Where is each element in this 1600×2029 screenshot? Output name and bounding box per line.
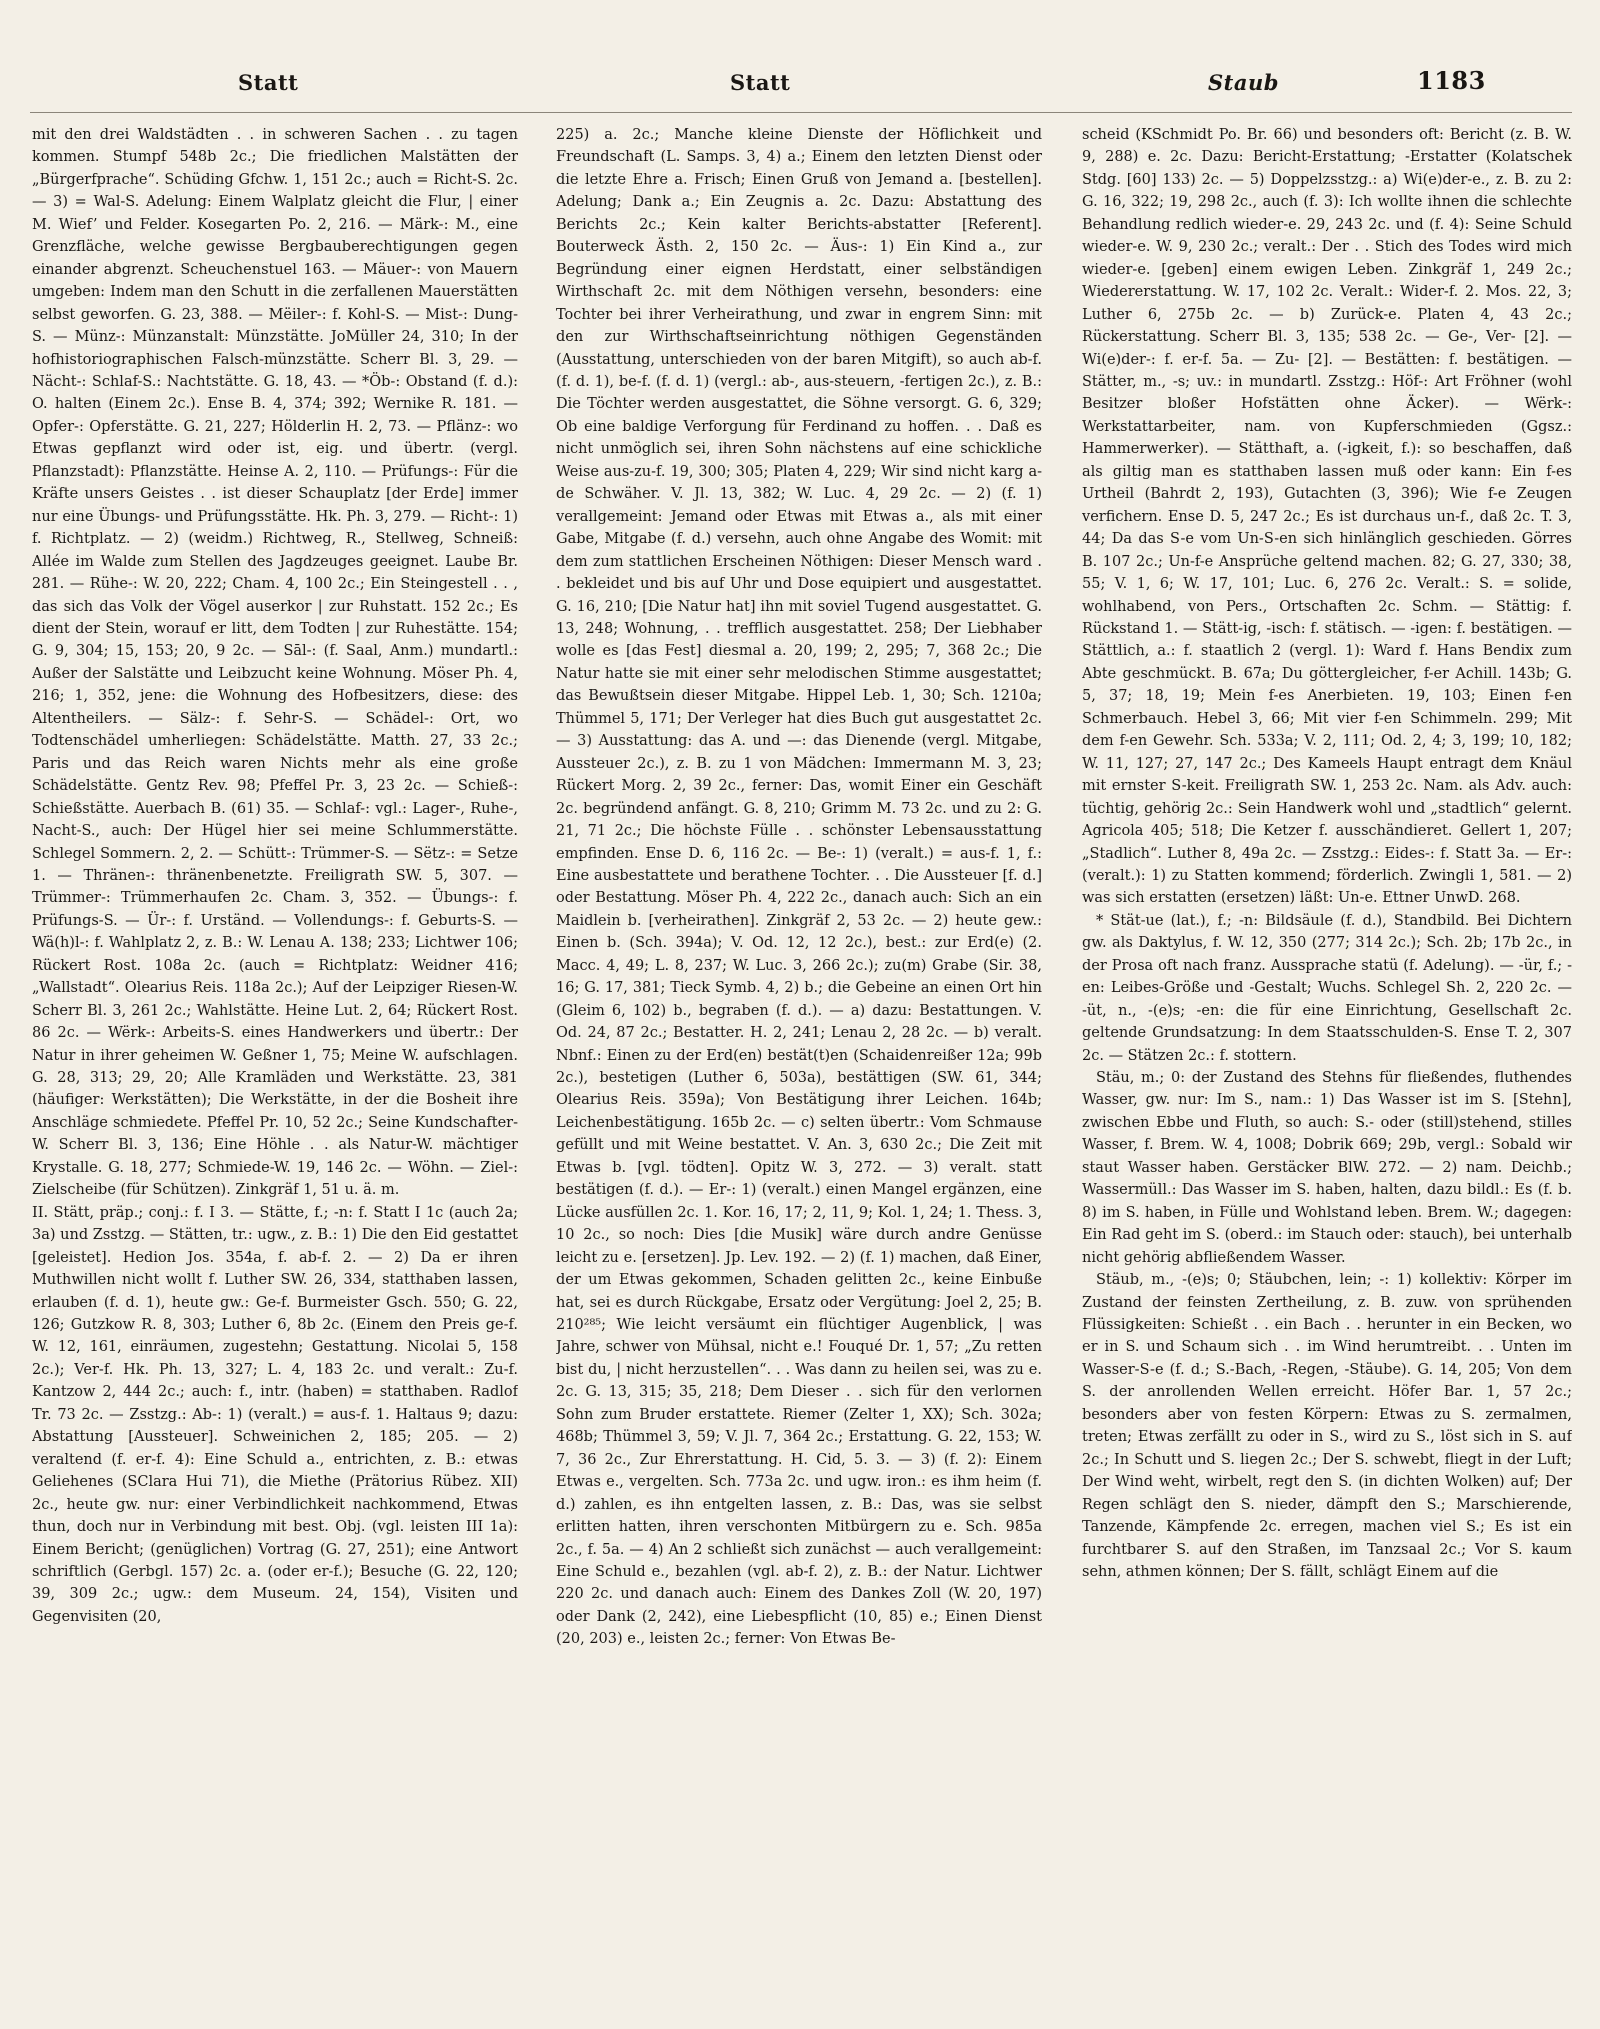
column-3-paragraph-1: scheid (KSchmidt Po. Br. 66) und besonders oft: Bericht (z. B. W. 9, 288) e. 2c. Dazu: Bericht-Erstattung; -Erstatter (Kolatschek Stdg. [60] 133) 2c. — 5) Doppelzsstzg.: a) Wi(e)der-e., z. B. zu 2: G. 16, 322; 19, 298 2c., auch (f. 3): Ich wollte ihnen die schlechte Behandlung redlich wieder-e. 29, 243 2c. und (f. 4): Seine Schuld wieder-e. W. 9, 230 2c.; veralt.: Der . . Stich des Todes wird mich wieder-e. [geben] einem ewigen Leben. Zinkgräf 1, 249 2c.; Wiedererstattung. W. 17, 102 2c. Veralt.: Wider-f. 2. Mos. 22, 3; Luther 6, 275b 2c. — b) Zurück-e. Platen 4, 43 2c.; Rückerstattung. Scherr Bl. 3, 135; 538 2c. — Ge-, Ver- [2]. — Wi(e)der-: f. er-f. 5a. — Zu- [2]. — Bestätten: f. bestätigen. — Stätter, m., -s; uv.: in mundartl. Zsstzg.: Höf-: Art Fröhner (wohl Besitzer bloßer Hofstätten ohne Äcker). — Wërk-: Werkstattarbeiter, nam. von Kupferschmieden (Ggsz.: Hammerwerker). — Stätthaft, a. (-igkeit, f.): so beschaffen, daß als giltig man es statthaben lassen muß oder kann: Ein f-es Urtheil (Bahrdt 2, 193), Gutachten (3, 396); Wie f-e Zeugen verfichern. Ense D. 5, 247 2c.; Es ist durchaus un-f., daß 2c. T. 3, 44; Da das S-e vom Un-S-en sich hinlänglich geschieden. Görres B. 107 2c.; Un-f-e Ansprüche geltend machen. 82; G. 27, 330; 38, 55; V. 1, 6; W. 17, 101; Luc. 6, 276 2c. Veralt.: S. = solide, wohlhabend, von Pers., Ortschaften 2c. Schm. — Stättig: f. Rückstand 1. — Stätt-ig, -isch: f. stätisch. — -igen: f. bestätigen. — Stättlich, a.: f. staatlich 2 (vergl. 1): Ward f. Hans Bendix zum Abte geschmückt. B. 67a; Du göttergleicher, f-er Achill. 143b; G. 5, 37; 18, 19; Mein f-es Anerbieten. 19, 103; Einen f-en Schmerbauch. Hebel 3, 66; Mit vier f-en Schimmeln. 299; Mit dem f-en Gewehr. Sch. 533a; V. 2, 111; Od. 2, 4; 3, 199; 10, 182; W. 11, 127; 27, 147 2c.; Des Kameels Haupt entragt dem Knäul mit ernster S-keit. Freiligrath SW. 1, 253 2c. Nam. als Adv. auch: tüchtig, gehörig 2c.: Sein Handwerk wohl und „stadtlich“ gelernt. Agricola 405; 518; Die Ketzer f. ausschändieret. Gellert 1, 207; „Stadlich“. Luther 8, 49a 2c. — Zsstzg.: Eides-: f. Statt 3a. — Er-: (veralt.): 1) zu Statten kommend; förderlich. Zwingli 1, 581. — 2) was sich erstatten (ersetzen) läßt: Un-e. Ettner UnwD. 268. xyxy=(1082,127,1572,907)
column-1-paragraph-2: II. Stätt, präp.; conj.: f. I 3. — Stätte, f.; -n: f. Statt I 1c (auch 2a; 3a) und Zsstzg. — Stätten, tr.: ugw., z. B.: 1) Die den Eid gestattet [geleistet]. Hedion Jos. 354a, f. ab-f. 2. — 2) Da er ihren Muthwillen nicht wollt f. Luther SW. 26, 334, statthaben lassen, erlauben (f. d. 1), heute gw.: Ge-f. Burmeister Gsch. 550; G. 22, 126; Gutzkow R. 8, 303; Luther 6, 8b 2c. (Einem den Preis ge-f. W. 12, 161, einräumen, zugestehn; Gestattung. Nicolai 5, 158 2c.); Ver-f. Hk. Ph. 13, 327; L. 4, 183 2c. und veralt.: Zu-f. Kantzow 2, 444 2c.; auch: f., intr. (haben) = statthaben. Radlof Tr. 73 2c. — Zsstzg.: Ab-: 1) (veralt.) = aus-f. 1. Haltaus 9; dazu: Abstattung [Aussteuer]. Schweinichen 2, 185; 205. — 2) veraltend (f. er-f. 4): Eine Schuld a., entrichten, z. B.: etwas Geliehenes (SClara Hui 71), die Miethe (Prätorius Rübez. XII) 2c., heute gw. nur: einer Verbindlichkeit nachkommend, Etwas thun, doch nur in Verbindung mit best. Obj. (vgl. leisten III 1a): Einem Bericht; (genüglichen) Vortrag (G. 27, 251); eine Antwort schriftlich (Gerbgl. 157) 2c. a. (oder er-f.); Besuche (G. 22, 120; 39, 309 2c.; ugw.: dem Museum. 24, 154), Visiten und Gegenvisiten (20, xyxy=(32,1204,518,1625)
text-column-3 xyxy=(1082,124,1572,2004)
column-3-paragraph-2: * Stät-ue (lat.), f.; -n: Bildsäule (f. d.), Standbild. Bei Dichtern gw. als Daktylus, f. W. 12, 350 (277; 314 2c.); Sch. 2b; 17b 2c., in der Prosa oft nach franz. Aussprache statü (f. Adelung). — -ür, f.; -en: Leibes-Größe und -Gestalt; Wuchs. Schlegel Sh. 2, 220 2c. — -üt, n., -(e)s; -en: die für eine Einrichtung, Gesellschaft 2c. geltende Grundsatzung: In dem Staatsschulden-S. Ense T. 2, 307 2c. — Stätzen 2c.: f. stottern. xyxy=(1082,912,1572,1064)
running-header-right: Staub xyxy=(1208,70,1279,95)
column-2-paragraph-1: 225) a. 2c.; Manche kleine Dienste der Höflichkeit und Freundschaft (L. Samps. 3, 4) a.; Einem den letzten Dienst oder die letzte Ehre a. Frisch; Einen Gruß von Jemand a. [bestellen]. Adelung; Dank a.; Ein Zeugnis a. 2c. Dazu: Abstattung des Berichts 2c.; Kein kalter Berichts-abstatter [Referent]. Bouterweck Ästh. 2, 150 2c. — Äus-: 1) Ein Kind a., zur Begründung einer eignen Herdstatt, einer selbständigen Wirthschaft 2c. mit dem Nöthigen versehn, besonders: eine Tochter bei ihrer Verheirathung, und zwar in engrem Sinn: mit den zur Wirthschaftseinrichtung nöthigen Gegenständen (Ausstattung, unterschieden von der baren Mitgift), so auch ab-f. (f. d. 1), be-f. (f. d. 1) (vergl.: ab-, aus-steuern, -fertigen 2c.), z. B.: Die Töchter werden ausgestattet, die Söhne versorgt. G. 6, 329; Ob eine baldige Verforgung für Ferdinand zu hoffen. . . Daß es nicht unmöglich sei, ihren Sohn nächstens auf eine schickliche Weise aus-zu-f. 19, 300; 305; Platen 4, 229; Wir sind nicht karg a-de Schwäher. V. Jl. 13, 382; W. Luc. 4, 29 2c. — 2) (f. 1) verallgemeint: Jemand oder Etwas mit Etwas a., als mit einer Gabe, Mitgabe (f. d.) versehn, auch ohne Angabe des Womit: mit dem zum stattlichen Erscheinen Nöthigen: Dieser Mensch ward . . bekleidet und bis auf Uhr und Dose equipiert und ausgestattet. G. 16, 210; [Die Natur hat] ihn mit soviel Tugend ausgestattet. G. 13, 248; Wohnung, . . trefflich ausgestattet. 258; Der Liebhaber wolle es [das Fest] diesmal a. 20, 199; 2, 295; 7, 368 2c.; Die Natur hatte sie mit einer sehr melodischen Stimme ausgestattet; das Bewußtsein dieser Mitgabe. Hippel Leb. 1, 30; Sch. 1210a; Thümmel 5, 171; Der Verleger hat dies Buch gut ausgestattet 2c. — 3) Ausstattung: das A. und —: das Dienende (vergl. Mitgabe, Aussteuer 2c.), z. B. zu 1 von Mädchen: Immermann M. 3, 23; Rückert Morg. 2, 39 2c., ferner: Das, womit Einer ein Geschäft 2c. begründend anfängt. G. 8, 210; Grimm M. 73 2c. und zu 2: G. 21, 71 2c.; Die höchste Fülle . . schönster Lebensausstattung empfinden. Ense D. 6, 116 2c. — Be-: 1) (veralt.) = aus-f. 1, f.: Eine ausbestattete und berathene Tochter. . . Die Aussteuer [f. d.] oder Bestattung. Möser Ph. 4, 222 2c., danach auch: Sich an ein Maidlein b. [verheirathen]. Zinkgräf 2, 53 2c. — 2) heute gew.: Einen b. (Sch. 394a); V. Od. 12, 12 2c.), best.: zur Erd(e) (2. Macc. 4, 49; L. 8, 237; W. Luc. 3, 266 2c.); zu(m) Grabe (Sir. 38, 16; G. 17, 381; Tieck Symb. 4, 2) b.; die Gebeine an einen Ort hin (Gleim 6, 102) b., begraben (f. d.). — a) dazu: Bestattungen. V. Od. 24, 87 2c.; Bestatter. H. 2, 241; Lenau 2, 28 2c. — b) veralt. Nbnf.: Einen zu der Erd(en) bestät(t)en (Schaidenreißer 12a; 99b 2c.), bestetigen (Luther 6, 503a), bestättigen (SW. 61, 344; Olearius Reis. 359a); Von Bestätigung ihrer Leichen. 164b; Leichenbestätigung. 165b 2c. — c) selten übertr.: Vom Schmause gefüllt und mit Weine bestattet. V. An. 3, 630 2c.; Die Zeit mit Etwas b. [vgl. tödten]. Opitz W. 3, 272. — 3) veralt. statt bestätigen (f. d.). — Er-: 1) (veralt.) einen Mangel ergänzen, eine Lücke ausfüllen 2c. 1. Kor. 16, 17; 2, 11, 9; Kol. 1, 24; 1. Thess. 3, 10 2c., so noch: Dies [die Musik] wäre durch andre Genüsse leicht zu e. [ersetzen]. Jp. Lev. 192. — 2) (f. 1) machen, daß Einer, der um Etwas gekommen, Schaden gelitten 2c., keine Einbuße hat, sei es durch Rückgabe, Ersatz oder Vergütung: Joel 2, 25; B. 210²⁸⁵; Wie leicht versäumt ein flüchtiger Augenblick, | was Jahre, schwer von Mühsal, nicht e.! Fouqué Dr. 1, 57; „Zu retten bist du, | nicht herzustellen“. . . Was dann zu heilen sei, was zu e. 2c. G. 13, 315; 35, 218; Dem Dieser . . sich für den verlornen Sohn zum Bruder erstattete. Riemer (Zelter 1, XX); Sch. 302a; 468b; Thümmel 3, 59; V. Jl. 7, 364 2c.; Erstattung. G. 22, 153; W. 7, 36 2c., Zur Ehrerstattung. H. Cid, 5. 3. — 3) (f. 2): Einem Etwas e., vergelten. Sch. 773a 2c. und ugw. iron.: es ihm heim (f. d.) zahlen, es ihn entgelten lassen, z. B.: Das, was sie selbst erlitten hatten, ihren verschonten Mitbürgern zu e. Sch. 985a 2c., f. 5a. — 4) An 2 schließt sich zunächst — auch verallgemeint: Eine Schuld e., bezahlen (vgl. ab-f. 2), z. B.: der Natur. Lichtwer 220 2c. und danach auch: Einem des Dankes Zoll (W. 20, 197) oder Dank (2, 242), eine Liebespflicht (10, 85) e.; Einen Dienst (20, 203) e., leisten 2c.; ferner: Von Etwas Be- xyxy=(556,127,1042,1648)
column-3-paragraph-3: Stäu, m.; 0: der Zustand des Stehns für fließendes, fluthendes Wasser, gw. nur: Im S., nam.: 1) Das Wasser ist im S. [Stehn], zwischen Ebbe und Fluth, so auch: S.- oder (still)stehend, stilles Wasser, f. Brem. W. 4, 1008; Dobrik 669; 29b, vergl.: Sobald wir staut Wasser haben. Gerstäcker BlW. 272. — 2) nam. Deichb.; Wassermüll.: Das Wasser im S. haben, halten, dazu bildl.: Es (f. b. 8) im S. haben, in Fülle und Wohlstand leben. Brem. W.; dagegen: Ein Rad geht im S. (oberd.: im Stauch oder: stauch), bei unterhalb nicht gehörig abfließendem Wasser. xyxy=(1082,1070,1572,1266)
running-header-left: Statt xyxy=(238,70,299,95)
header-rule xyxy=(30,112,1572,113)
text-column-1 xyxy=(32,124,518,2004)
page-number: 1183 xyxy=(1417,66,1486,95)
running-header-center: Statt xyxy=(730,70,791,95)
column-1-paragraph-1: mit den drei Waldstädten . . in schweren Sachen . . zu tagen kommen. Stumpf 548b 2c.; Die friedlichen Malstätten der „Bürgerfprache“. Schüding Gfchw. 1, 151 2c.; auch = Richt-S. 2c. — 3) = Wal-S. Adelung: Einem Walplatz gleicht die Flur, | einer M. Wief’ und Felder. Kosegarten Po. 2, 216. — Märk-: M., eine Grenzfläche, welche gewisse Bergbauberechtigungen gegen einander abgrenzt. Scheuchenstuel 163. — Mäuer-: von Mauern umgeben: Indem man den Schutt in die zerfallenen Mauerstätten selbst geworfen. G. 23, 388. — Mëiler-: f. Kohl-S. — Mist-: Dung-S. — Münz-: Münzanstalt: Münzstätte. JoMüller 24, 310; In der hofhistoriographischen Falsch-münzstätte. Scherr Bl. 3, 29. — Nächt-: Schlaf-S.: Nachtstätte. G. 18, 43. — *Öb-: Obstand (f. d.): O. halten (Einem 2c.). Ense B. 4, 374; 392; Wernike R. 181. — Opfer-: Opferstätte. G. 21, 227; Hölderlin H. 2, 73. — Pflänz-: wo Etwas gepflanzt wird oder ist, eig. und übertr. (vergl. Pflanzstadt): Pflanzstätte. Heinse A. 2, 110. — Prüfungs-: Für die Kräfte unsers Geistes . . ist dieser Schauplatz [der Erde] immer nur eine Übungs- und Prüfungsstätte. Hk. Ph. 3, 279. — Richt-: 1) f. Richtplatz. — 2) (weidm.) Richtweg, R., Stellweg, Schneiß: Allée im Walde zum Stellen des Jagdzeuges geeignet. Laube Br. 281. — Rühe-: W. 20, 222; Cham. 4, 100 2c.; Ein Steingestell . . , das sich das Volk der Vögel auserkor | zur Ruhstatt. 152 2c.; Es dient der Stein, worauf er litt, dem Todten | zur Ruhestätte. 154; G. 9, 304; 15, 153; 20, 9 2c. — Sāl-: (f. Saal, Anm.) mundartl.: Außer der Salstätte und Leibzucht keine Wohnung. Möser Ph. 4, 216; 1, 352, jene: die Wohnung des Hofbesitzers, diese: des Altentheilers. — Sälz-: f. Sehr-S. — Schädel-: Ort, wo Todtenschädel umherliegen: Schädelstätte. Matth. 27, 33 2c.; Paris und das Reich waren Nichts mehr als eine große Schädelstätte. Gentz Rev. 98; Pfeffel Pr. 3, 23 2c. — Schieß-: Schießstätte. Auerbach B. (61) 35. — Schlaf-: vgl.: Lager-, Ruhe-, Nacht-S., auch: Der Hügel hier sei meine Schlummerstätte. Schlegel Sommern. 2, 2. — Schütt-: Trümmer-S. — Sëtz-: = Setze 1. — Thränen-: thränenbenetzte. Freiligrath SW. 5, 307. — Trümmer-: Trümmerhaufen 2c. Cham. 3, 352. — Übungs-: f. Prüfungs-S. — Ür-: f. Urständ. — Vollendungs-: f. Geburts-S. — Wä(h)l-: f. Wahlplatz 2, z. B.: W. Lenau A. 138; 233; Lichtwer 106; Rückert Rost. 108a 2c. (auch = Richtplatz: Weidner 416; „Wallstadt“. Olearius Reis. 118a 2c.); Auf der Leipziger Riesen-W. Scherr Bl. 3, 261 2c.; Wahlstätte. Heine Lut. 2, 64; Rückert Rost. 86 2c. — Wërk-: Arbeits-S. eines Handwerkers und übertr.: Der Natur in ihrer geheimen W. Geßner 1, 75; Meine W. aufschlagen. G. 28, 313; 29, 20; Alle Kramläden und Werkstätte. 23, 381 (häufiger: Werkstätten); Die Werkstätte, in der die Bosheit ihre Anschläge schmiedete. Pfeffel Pr. 10, 52 2c.; Seine Kundschafter-W. Scherr Bl. 3, 136; Eine Höhle . . als Natur-W. mächtiger Krystalle. G. 18, 277; Schmiede-W. 19, 146 2c. — Wöhn. — Ziel-: Zielscheibe (für Schützen). Zinkgräf 1, 51 u. ä. m. xyxy=(32,127,518,1199)
text-column-2 xyxy=(556,124,1042,2004)
column-3-paragraph-4: Stäub, m., -(e)s; 0; Stäubchen, lein; -: 1) kollektiv: Körper im Zustand der feinsten Zertheilung, z. B. zuw. von sprühenden Flüssigkeiten: Schießt . . ein Bach . . herunter in ein Becken, wo er in S. und Schaum sich . . im Wind herumtreibt. . . Unten im Wasser-S-e (f. d.; S.-Bach, -Regen, -Stäube). G. 14, 205; Von dem S. der anrollenden Wellen erreicht. Höfer Bar. 1, 57 2c.; besonders aber von festen Körpern: Etwas zu S. zermalmen, treten; Etwas zerfällt zu oder in S., wird zu S., löst sich in S. auf 2c.; In Schutt und S. liegen 2c.; Der S. schwebt, fliegt in der Luft; Der Wind weht, wirbelt, regt den S. (in dichten Wolken) auf; Der Regen schlägt den S. nieder, dämpft den S.; Marschierende, Tanzende, Kämpfende 2c. erregen, machen viel S.; Es ist ein furchtbarer S. auf den Straßen, im Tanzsaal 2c.; Vor S. kaum sehn, athmen können; Der S. fällt, schlägt Einem auf die xyxy=(1082,1272,1572,1580)
